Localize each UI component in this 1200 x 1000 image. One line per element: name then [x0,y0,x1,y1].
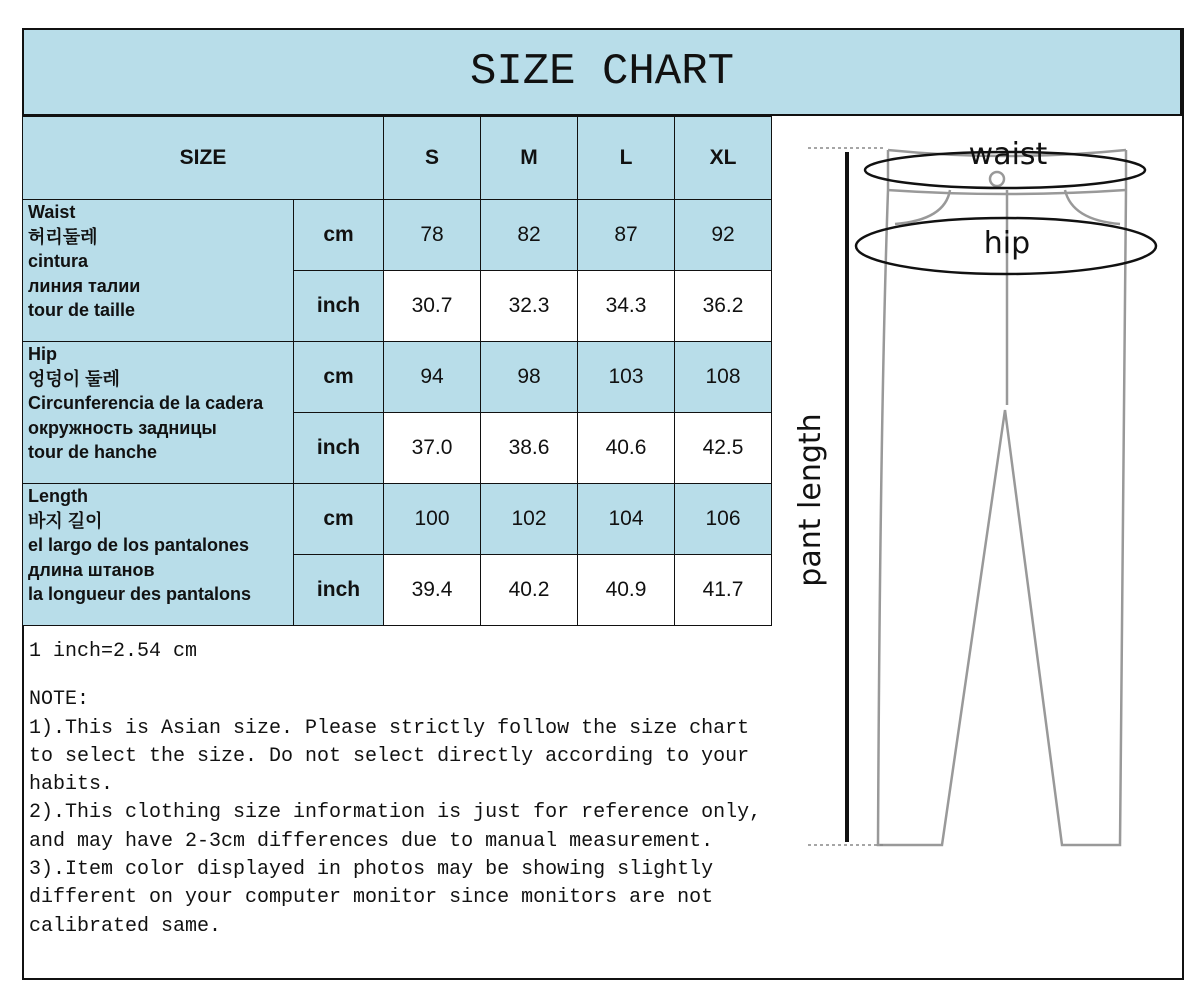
label-line: tour de hanche [28,442,158,462]
label-line: el largo de los pantalones [28,535,250,555]
note-1: 1).This is Asian size. Please strictly follow the size chart to select the size. Do not select directly according to your habits. [29,716,762,797]
label-line: 엉덩이 둘레 [28,368,120,389]
size-M: M [480,116,578,200]
value-cm: 78 [383,199,481,271]
size-XL: XL [674,116,772,200]
value-cm: 100 [383,483,481,555]
waist-label: waist [968,137,1048,172]
notes [29,638,774,941]
size-L: L [577,116,675,200]
page-title: SIZE CHART [22,28,1182,116]
label-line: Circunferencia de la cadera [28,393,264,413]
label-line: длина штанов [28,559,155,580]
conversion-note: 1 inch=2.54 cm [29,640,198,663]
value-inch: 42.5 [674,412,772,484]
value-cm: 98 [480,341,578,413]
value-cm: 92 [674,199,772,271]
length-label: pant length [793,413,828,587]
value-inch: 40.9 [577,554,675,626]
unit-inch: inch [293,412,384,484]
value-inch: 41.7 [674,554,772,626]
value-inch: 36.2 [674,270,772,342]
value-cm: 104 [577,483,675,555]
label-line: линия талии [28,275,141,296]
label-line: Hip [28,344,57,364]
value-cm: 94 [383,341,481,413]
value-cm: 102 [480,483,578,555]
label-line: cintura [28,251,89,271]
label-line: окружность задницы [28,417,217,438]
label-line: 허리둘레 [28,226,98,247]
label-line: Length [28,486,88,506]
note-title: NOTE: [29,688,90,712]
unit-inch: inch [293,270,384,342]
label-line: Waist [28,202,76,222]
row-label [22,341,294,484]
value-cm: 87 [577,199,675,271]
value-inch: 32.3 [480,270,578,342]
note-2: 2).This clothing size information is just for reference only, and may have 2-3cm differences due to manual measurement. [29,801,774,853]
value-inch: 30.7 [383,270,481,342]
label-line: 바지 길이 [28,510,103,531]
unit-cm: cm [293,199,384,271]
value-inch: 38.6 [480,412,578,484]
value-inch: 37.0 [383,412,481,484]
unit-cm: cm [293,483,384,555]
value-inch: 34.3 [577,270,675,342]
row-label [22,199,294,342]
hip-label: hip [983,226,1031,261]
label-line: la longueur des pantalons [28,584,252,604]
size-header: SIZE [22,116,384,200]
size-S: S [383,116,481,200]
value-inch: 39.4 [383,554,481,626]
note-3: 3).Item color displayed in photos may be showing slightly different on your computer monitor since monitors are not calibrated same. [29,858,726,938]
pants-diagram [780,120,1180,860]
value-inch: 40.2 [480,554,578,626]
label-line: tour de taille [28,300,136,320]
value-cm: 106 [674,483,772,555]
unit-cm: cm [293,341,384,413]
unit-inch: inch [293,554,384,626]
value-cm: 108 [674,341,772,413]
value-cm: 103 [577,341,675,413]
value-cm: 82 [480,199,578,271]
value-inch: 40.6 [577,412,675,484]
row-label [22,483,294,626]
